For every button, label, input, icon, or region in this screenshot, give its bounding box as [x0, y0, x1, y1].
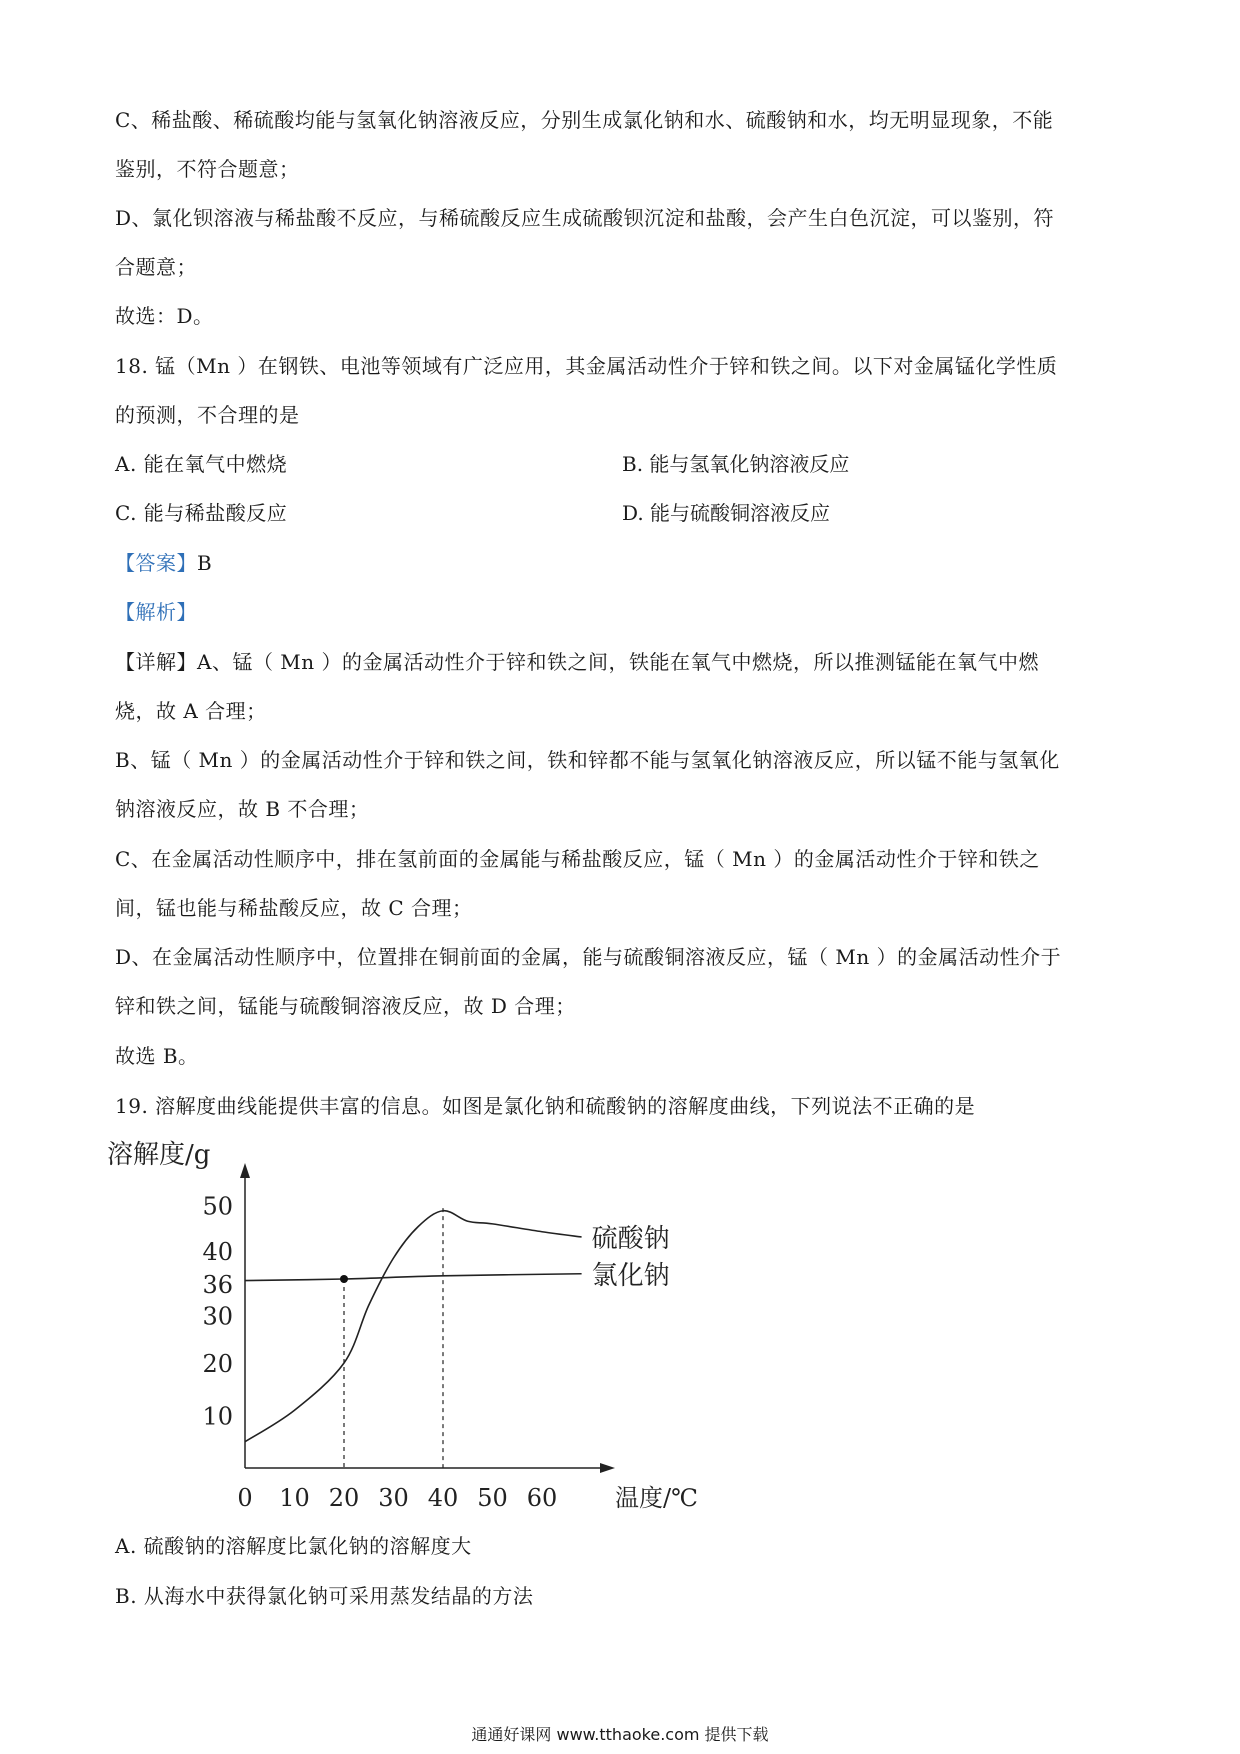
- text-line: C、稀盐酸、稀硫酸均能与氢氧化钠溶液反应，分别生成氯化钠和水、硫酸钠和水，均无明显现象，不能: [115, 108, 1054, 132]
- x-tick-label: 40: [427, 1484, 459, 1512]
- chart-guides: [344, 1208, 443, 1468]
- series-line-sodium-sulfate: [245, 1211, 582, 1442]
- detail-line: B、锰（ Mn ）的金属活动性介于锌和铁之间，铁和锌都不能与氢氧化钠溶液反应，所以锰不能与氢氧化: [115, 748, 1060, 772]
- chart-labels: [107, 1140, 698, 1512]
- y-tick-label: 10: [202, 1402, 233, 1431]
- y-axis-arrow: [240, 1163, 250, 1178]
- question-stem: 18. 锰（Mn ）在钢铁、电池等领域有广泛应用，其金属活动性介于锌和铁之间。以下对金属锰化学性质: [115, 354, 1058, 378]
- detail-line: 【详解】A、锰（ Mn ）的金属活动性介于锌和铁之间，铁能在氧气中燃烧，所以推测锰能在氧气中燃: [115, 650, 1040, 674]
- option-d: D. 能与硫酸铜溶液反应: [622, 501, 831, 525]
- x-axis-arrow: [600, 1463, 615, 1473]
- x-tick-label: 0: [237, 1484, 253, 1512]
- footer-watermark: 通通好课网 www.tthaoke.com 提供下载: [471, 1725, 769, 1744]
- option-b: B. 从海水中获得氯化钠可采用蒸发结晶的方法: [115, 1584, 534, 1608]
- answer-row: [115, 547, 212, 576]
- detail-line: D、在金属活动性顺序中，位置排在铜前面的金属，能与硫酸铜溶液反应，锰（ Mn ）的金属活动性介于: [115, 945, 1062, 969]
- answer-value: B: [197, 551, 213, 575]
- text-line: D、氯化钡溶液与稀盐酸不反应，与稀硫酸反应生成硫酸钡沉淀和盐酸，会产生白色沉淀，可以鉴别，符: [115, 206, 1055, 230]
- question-stem: 19. 溶解度曲线能提供丰富的信息。如图是氯化钠和硫酸钠的溶解度曲线，下列说法不正确的是: [115, 1094, 976, 1118]
- y-tick-label: 50: [202, 1192, 233, 1221]
- y-axis-label: 溶解度/g: [107, 1140, 211, 1170]
- x-tick-label: 60: [526, 1484, 558, 1512]
- intersection-point: [340, 1275, 348, 1283]
- detail-line: 故选 B。: [115, 1044, 199, 1068]
- answer-choice-line: 故选：D。: [115, 304, 214, 328]
- chart-axes: [240, 1163, 615, 1473]
- analysis-label: 【解析】: [115, 600, 197, 624]
- question-stem: 的预测，不合理的是: [115, 403, 300, 427]
- x-tick-label: 20: [328, 1484, 360, 1512]
- detail-line: 钠溶液反应，故 B 不合理；: [115, 797, 370, 821]
- detail-line: 锌和铁之间，锰能与硫酸铜溶液反应，故 D 合理；: [115, 994, 576, 1018]
- option-b: B. 能与氢氧化钠溶液反应: [622, 452, 850, 476]
- y-tick-label: 40: [202, 1238, 233, 1266]
- detail-line: 烧，故 A 合理；: [115, 699, 267, 723]
- solubility-chart: [105, 1130, 705, 1520]
- series-line-sodium-chloride: [245, 1274, 582, 1281]
- option-a: A. 硫酸钠的溶解度比氯化钠的溶解度大: [115, 1534, 472, 1558]
- x-axis-label: 温度/℃: [615, 1484, 698, 1512]
- option-a: A. 能在氧气中燃烧: [115, 452, 288, 476]
- series-label: 氯化钠: [591, 1260, 670, 1291]
- series-label: 硫酸钠: [591, 1224, 670, 1254]
- y-tick-label: 30: [202, 1302, 233, 1331]
- option-c: C. 能与稀盐酸反应: [115, 501, 288, 525]
- chart-series: [245, 1211, 582, 1442]
- text-line: 鉴别，不符合题意；: [115, 157, 300, 181]
- detail-line: 间，锰也能与稀盐酸反应，故 C 合理；: [115, 896, 473, 920]
- answer-label: 【答案】: [115, 551, 197, 575]
- detail-line: C、在金属活动性顺序中，排在氢前面的金属能与稀盐酸反应，锰（ Mn ）的金属活动性介于锌和铁之: [115, 847, 1040, 871]
- x-tick-label: 30: [378, 1484, 409, 1512]
- text-line: 合题意；: [115, 255, 197, 279]
- y-tick-label: 20: [202, 1350, 233, 1378]
- y-tick-label: 36: [202, 1271, 233, 1299]
- x-tick-label: 10: [279, 1484, 310, 1512]
- x-tick-label: 50: [477, 1484, 508, 1512]
